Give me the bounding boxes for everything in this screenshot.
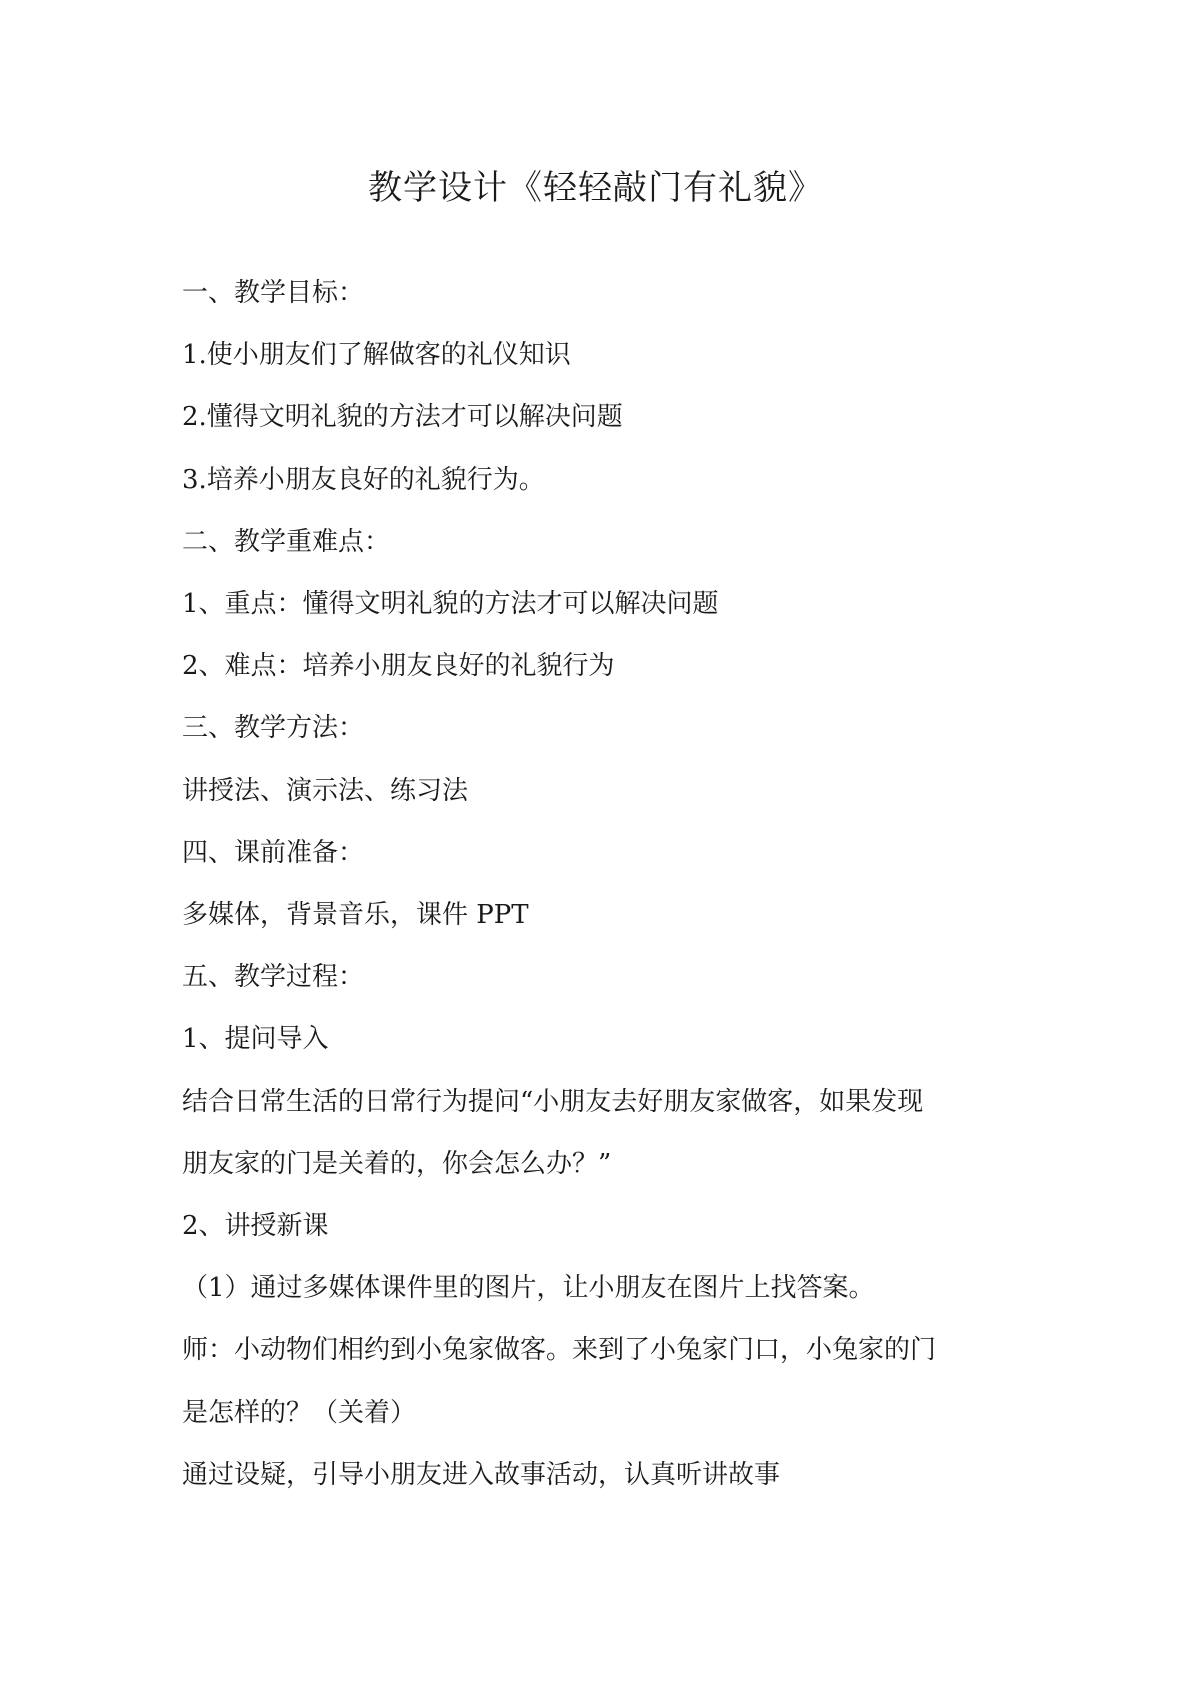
section-heading-objectives: 一、教学目标：: [182, 278, 365, 308]
objective-item: 1.使小朋友们了解做客的礼仪知识: [182, 340, 571, 371]
objective-item: 2.懂得文明礼貌的方法才可以解决问题: [182, 402, 623, 433]
paragraph-line: 是怎样的？（关着）: [182, 1397, 417, 1428]
process-step-heading: 1、提问导入: [182, 1024, 329, 1055]
key-point-item: 2、难点：培养小朋友良好的礼貌行为: [182, 651, 615, 682]
document-title: 教学设计《轻轻敲门有礼貌》: [368, 168, 823, 208]
paragraph-line: 师：小动物们相约到小兔家做客。来到了小兔家门口，小兔家的门: [182, 1335, 937, 1366]
paragraph-line: 结合日常生活的日常行为提问“小朋友去好朋友家做客，如果发现: [182, 1086, 924, 1117]
section-heading-process: 五、教学过程：: [182, 962, 365, 993]
document-body: [182, 262, 1022, 1506]
methods-text: 讲授法、演示法、练习法: [182, 775, 469, 806]
paragraph-line: 朋友家的门是关着的，你会怎么办？”: [182, 1148, 612, 1179]
section-heading-preparation: 四、课前准备：: [182, 837, 365, 868]
paragraph-line: （1）通过多媒体课件里的图片，让小朋友在图片上找答案。: [182, 1273, 875, 1304]
objective-item: 3.培养小朋友良好的礼貌行为。: [182, 464, 545, 495]
paragraph-line: 通过设疑，引导小朋友进入故事活动，认真听讲故事: [182, 1459, 781, 1490]
section-heading-key-points: 二、教学重难点：: [182, 526, 391, 557]
process-step-heading: 2、讲授新课: [182, 1211, 329, 1242]
section-heading-methods: 三、教学方法：: [182, 713, 365, 744]
key-point-item: 1、重点：懂得文明礼貌的方法才可以解决问题: [182, 589, 719, 620]
preparation-text: 多媒体，背景音乐，课件 PPT: [182, 900, 529, 931]
